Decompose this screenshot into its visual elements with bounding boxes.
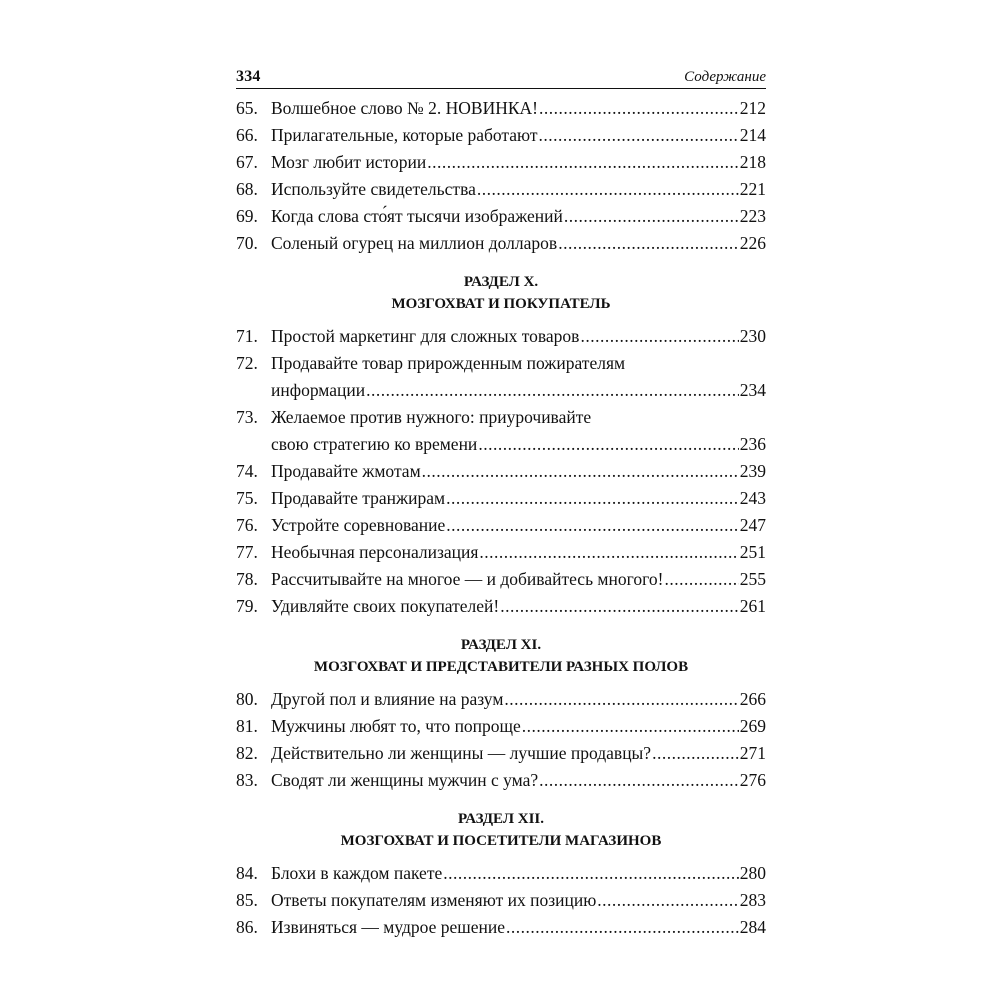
entry-title: Сводят ли женщины мужчин с ума? (271, 770, 539, 790)
toc-entry[interactable] (236, 176, 766, 203)
toc-entry[interactable] (236, 593, 766, 620)
entry-body (271, 203, 766, 230)
entry-number: 86. (236, 917, 258, 937)
page-header (236, 66, 766, 89)
section-heading (236, 808, 766, 852)
entry-title: Необычная персонализация (271, 542, 479, 562)
toc-entry[interactable] (236, 350, 766, 404)
entry-title: Продавайте жмотам (271, 461, 421, 481)
entry-page-number: 247 (739, 515, 766, 535)
entry-number: 85. (236, 890, 258, 910)
dot-leader (427, 149, 739, 176)
entry-page-number: 230 (739, 326, 766, 346)
entry-line (271, 149, 766, 176)
entry-page-number: 251 (739, 542, 766, 562)
toc-entry[interactable] (236, 149, 766, 176)
entry-number: 70. (236, 233, 258, 253)
entry-body (271, 458, 766, 485)
dot-leader (539, 122, 739, 149)
entry-body (271, 593, 766, 620)
entry-body (271, 767, 766, 794)
entry-number: 73. (236, 407, 258, 427)
entry-number: 82. (236, 743, 258, 763)
entry-body (271, 350, 766, 404)
entry-line (271, 230, 766, 257)
toc-entry[interactable] (236, 740, 766, 767)
toc-entry[interactable] (236, 767, 766, 794)
toc-entry[interactable] (236, 485, 766, 512)
entry-line (271, 431, 766, 458)
entry-page-number: 218 (739, 152, 766, 172)
dot-leader (506, 914, 739, 941)
entry-number: 78. (236, 569, 258, 589)
entry-page-number: 269 (739, 716, 766, 736)
entry-number: 81. (236, 716, 258, 736)
entry-title: Мужчины любят то, что попроще (271, 716, 521, 736)
entry-number: 79. (236, 596, 258, 616)
entry-page-number: 212 (739, 98, 766, 118)
entry-body (271, 566, 766, 593)
entry-number: 75. (236, 488, 258, 508)
entry-title: Волшебное слово № 2. НОВИНКА! (271, 98, 538, 118)
entry-line (271, 860, 766, 887)
entry-page-number: 276 (739, 770, 766, 790)
entry-title: Используйте свидетельства (271, 179, 476, 199)
toc-entry[interactable] (236, 323, 766, 350)
entry-title: Рассчитывайте на многое — и добивайтесь многого! (271, 569, 664, 589)
dot-leader (422, 458, 739, 485)
entry-line (271, 176, 766, 203)
toc-entry[interactable] (236, 860, 766, 887)
dot-leader (664, 566, 738, 593)
section-number: РАЗДЕЛ X. (463, 274, 539, 290)
entry-number: 83. (236, 770, 258, 790)
toc-entry[interactable] (236, 230, 766, 257)
toc-entry[interactable] (236, 887, 766, 914)
entry-number: 71. (236, 326, 258, 346)
entry-title: Когда слова сто́ят тысячи изображений (271, 206, 563, 226)
entry-page-number: 223 (739, 206, 766, 226)
toc-entry[interactable] (236, 404, 766, 458)
entry-body (271, 686, 766, 713)
entry-page-number: 271 (739, 743, 766, 763)
section-title: МОЗГОХВАТ И ПОСЕТИТЕЛИ МАГАЗИНОВ (340, 833, 662, 849)
entry-body (271, 713, 766, 740)
dot-leader (478, 431, 738, 458)
entry-number: 67. (236, 152, 258, 172)
toc-entry[interactable] (236, 686, 766, 713)
entry-body (271, 122, 766, 149)
entry-line (271, 122, 766, 149)
entry-page-number: 221 (739, 179, 766, 199)
dot-leader (539, 95, 739, 122)
entry-body (271, 485, 766, 512)
entry-body (271, 512, 766, 539)
toc-entry[interactable] (236, 539, 766, 566)
entry-line (271, 377, 766, 404)
toc-entry[interactable] (236, 203, 766, 230)
entry-body (271, 404, 766, 458)
entry-line (271, 713, 766, 740)
entry-line (271, 323, 766, 350)
entry-page-number: 283 (739, 890, 766, 910)
entry-page-number: 284 (739, 917, 766, 937)
dot-leader (558, 230, 739, 257)
dot-leader (500, 593, 739, 620)
book-page (236, 66, 766, 941)
entry-number: 74. (236, 461, 258, 481)
entry-line (271, 203, 766, 230)
entry-page-number: 234 (739, 380, 766, 400)
section-title: МОЗГОХВАТ И ПОКУПАТЕЛЬ (391, 296, 611, 312)
entry-number: 76. (236, 515, 258, 535)
dot-leader (479, 539, 738, 566)
dot-leader (504, 686, 738, 713)
entry-line (271, 593, 766, 620)
entry-line (271, 914, 766, 941)
entry-line (271, 95, 766, 122)
entry-body (271, 323, 766, 350)
entry-page-number: 236 (739, 434, 766, 454)
entry-title: Другой пол и влияние на разум (271, 689, 504, 709)
entry-page-number: 214 (739, 125, 766, 145)
toc-entry[interactable] (236, 713, 766, 740)
entry-page-number: 261 (739, 596, 766, 616)
entry-title: Простой маркетинг для сложных товаров (271, 326, 580, 346)
entry-title: Прилагательные, которые работают (271, 125, 538, 145)
table-of-contents (236, 95, 766, 941)
entry-title: Мозг любит истории (271, 152, 427, 172)
entry-line (271, 512, 766, 539)
page-number: 334 (236, 68, 261, 85)
entry-title-first-line: Желаемое против нужного: приурочивайте (271, 407, 592, 427)
entry-page-number: 280 (739, 863, 766, 883)
running-title: Содержание (684, 69, 766, 85)
entry-number: 65. (236, 98, 258, 118)
section-title: МОЗГОХВАТ И ПРЕДСТАВИТЕЛИ РАЗНЫХ ПОЛОВ (313, 659, 689, 675)
entry-number: 84. (236, 863, 258, 883)
entry-body (271, 887, 766, 914)
dot-leader (597, 887, 738, 914)
entry-line (271, 767, 766, 794)
section-heading (236, 634, 766, 678)
entry-line (271, 686, 766, 713)
entry-page-number: 239 (739, 461, 766, 481)
dot-leader (652, 740, 739, 767)
toc-entry[interactable] (236, 122, 766, 149)
entry-body (271, 230, 766, 257)
entry-title: Продавайте транжирам (271, 488, 446, 508)
entry-body (271, 149, 766, 176)
dot-leader (580, 323, 738, 350)
entry-body (271, 914, 766, 941)
entry-body (271, 176, 766, 203)
entry-line (271, 539, 766, 566)
dot-leader (477, 176, 739, 203)
entry-page-number: 226 (739, 233, 766, 253)
entry-body (271, 860, 766, 887)
dot-leader (522, 713, 739, 740)
entry-line (271, 485, 766, 512)
dot-leader (446, 512, 738, 539)
section-number: РАЗДЕЛ XI. (460, 637, 542, 653)
toc-entry[interactable] (236, 458, 766, 485)
toc-entry[interactable] (236, 566, 766, 593)
entry-body (271, 539, 766, 566)
toc-entry[interactable] (236, 512, 766, 539)
entry-title-first-line: Продавайте товар прирожденным пожирателям (271, 353, 626, 373)
entry-line (271, 740, 766, 767)
entry-page-number: 266 (739, 689, 766, 709)
dot-leader (564, 203, 739, 230)
entry-page-number: 255 (739, 569, 766, 589)
entry-title: Удивляйте своих покупателей! (271, 596, 500, 616)
entry-title: Соленый огурец на миллион долларов (271, 233, 558, 253)
entry-title: информации (271, 380, 366, 400)
entry-number: 69. (236, 206, 258, 226)
dot-leader (446, 485, 739, 512)
entry-title: Устройте соревнование (271, 515, 446, 535)
entry-title: Действительно ли женщины — лучшие продавцы? (271, 743, 652, 763)
toc-entry[interactable] (236, 95, 766, 122)
entry-body (271, 740, 766, 767)
entry-number: 66. (236, 125, 258, 145)
dot-leader (366, 377, 739, 404)
entry-number: 68. (236, 179, 258, 199)
dot-leader (443, 860, 739, 887)
entry-line (271, 566, 766, 593)
toc-entry[interactable] (236, 914, 766, 941)
entry-number: 77. (236, 542, 258, 562)
entry-number: 80. (236, 689, 258, 709)
entry-title: Извиняться — мудрое решение (271, 917, 506, 937)
entry-title: Блохи в каждом пакете (271, 863, 443, 883)
section-heading (236, 271, 766, 315)
entry-line (271, 458, 766, 485)
entry-title: Ответы покупателям изменяют их позицию (271, 890, 597, 910)
entry-page-number: 243 (739, 488, 766, 508)
entry-line (271, 887, 766, 914)
entry-body (271, 95, 766, 122)
entry-title: свою стратегию ко времени (271, 434, 478, 454)
dot-leader (539, 767, 739, 794)
section-number: РАЗДЕЛ XII. (457, 811, 544, 827)
entry-number: 72. (236, 353, 258, 373)
